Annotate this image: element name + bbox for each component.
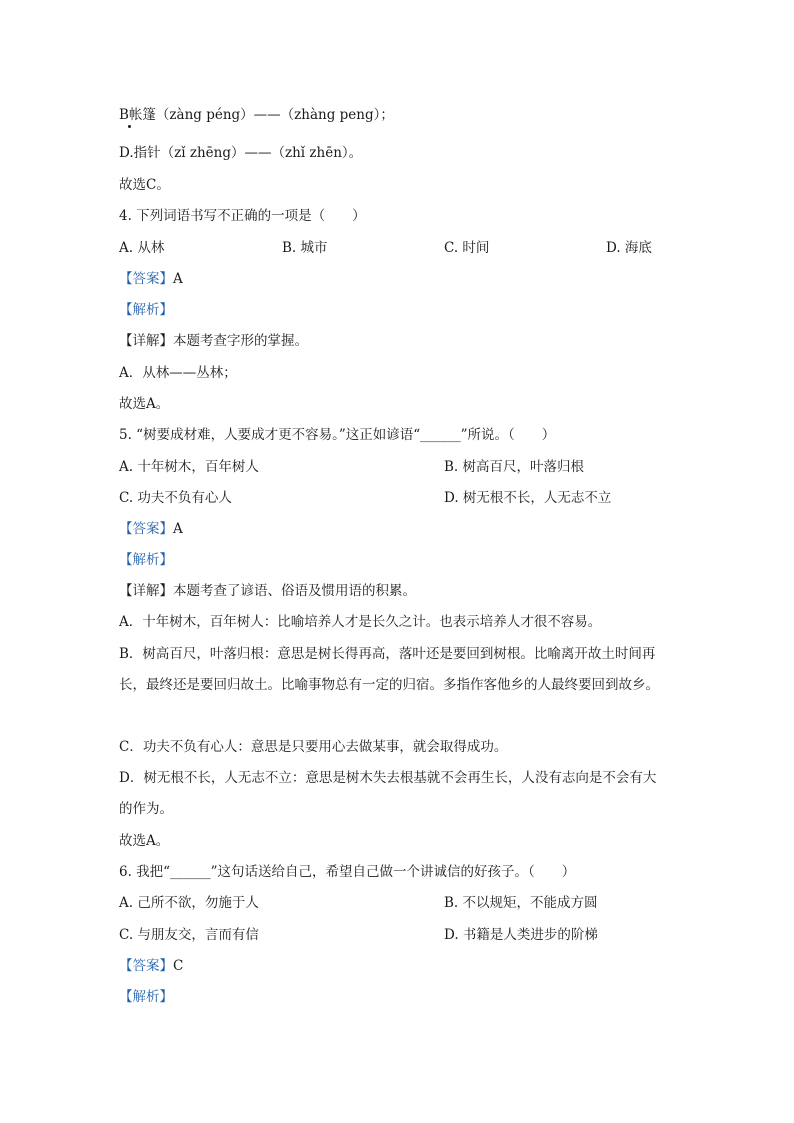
q4-option-d: D. 海底 (606, 240, 652, 256)
answer-label: 【答案】 (119, 271, 173, 287)
question-6: 6. 我把“______”这句话送给自己，希望自己做一个讲诚信的好孩子。（ ） (119, 864, 576, 880)
q6-option-d: D. 书籍是人类进步的阶梯 (444, 927, 598, 943)
q6-option-b: B. 不以规矩，不能成方圆 (444, 895, 598, 911)
answer-line-6 (119, 957, 183, 975)
select-line: 故选C。 (119, 177, 170, 193)
detail-text: 本题考查字形的掌握。 (173, 333, 308, 349)
answer-value: C (173, 958, 184, 974)
answer-label: 【答案】 (119, 521, 173, 537)
answer-value: A (173, 521, 183, 537)
q5-explain-c: C．功夫不负有心人：意思是只要用心去做某事，就会取得成功。 (119, 739, 508, 755)
answer-value: A (173, 271, 183, 287)
detail-line-4 (119, 332, 308, 350)
detail-text: 本题考查了谚语、俗语及惯用语的积累。 (173, 583, 416, 599)
detail-label: 【详解】 (119, 333, 173, 349)
q4-select: 故选A。 (119, 396, 170, 412)
q5-explain-d2: 的作为。 (119, 801, 173, 817)
q4-option-b: B. 城市 (282, 240, 328, 256)
question-5: 5. “树要成材难，人要成才更不容易。”这正如谚语“______”所说。（ ） (119, 427, 556, 443)
question-4: 4. 下列词语书写不正确的一项是（ ） (119, 208, 366, 224)
text-line-d-needle: D.指针（zǐ zhēng）——（zhǐ zhēn）。 (119, 145, 363, 161)
analysis-label: 【解析】 (119, 989, 173, 1005)
q5-option-b: B. 树高百尺，叶落归根 (444, 459, 585, 475)
q4-explain-a: A．从林——丛林； (119, 365, 237, 381)
q5-explain-d1: D．树无根不长，人无志不立：意思是树木失去根基就不会再生长，人没有志向是不会有大 (119, 770, 657, 786)
text-line-b-tent: B帐篷（zàng péng）——（zhàng peng）； (119, 107, 394, 123)
answer-label: 【答案】 (119, 958, 173, 974)
q4-option-a: A. 从林 (119, 240, 165, 256)
analysis-label: 【解析】 (119, 302, 173, 318)
q5-explain-b2: 长，最终还是要回归故土。比喻事物总有一定的归宿。多指作客他乡的人最终要回到故乡。 (119, 677, 659, 693)
q5-select: 故选A。 (119, 833, 170, 849)
q4-option-c: C. 时间 (444, 240, 490, 256)
answer-line-5 (119, 520, 183, 538)
q5-explain-b1: B．树高百尺，叶落归根：意思是树长得再高，落叶还是要回到树根。比喻离开故土时间再 (119, 646, 656, 662)
q6-option-a: A. 己所不欲，勿施于人 (119, 895, 259, 911)
analysis-label: 【解析】 (119, 552, 173, 568)
q5-option-a: A. 十年树木，百年树人 (119, 459, 259, 475)
q6-option-c: C. 与朋友交，言而有信 (119, 927, 259, 943)
q5-option-d: D. 树无根不长，人无志不立 (444, 490, 612, 506)
q5-option-c: C. 功夫不负有心人 (119, 490, 232, 506)
detail-label: 【详解】 (119, 583, 173, 599)
detail-line-5 (119, 582, 416, 600)
emphasis-dot (128, 125, 131, 128)
answer-line-4 (119, 270, 183, 288)
q5-explain-a: A．十年树木，百年树人：比喻培养人才是长久之计。也表示培养人才很不容易。 (119, 614, 602, 630)
